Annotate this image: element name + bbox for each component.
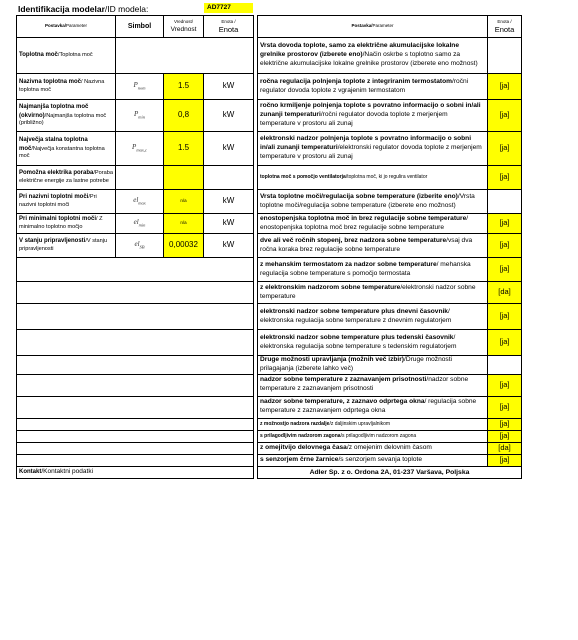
right-parameter-rest: /Način oskrbe s toplotno samo za električne akumulacijske lokalne grelnike prostorov (izberete eno možnost) (260, 51, 478, 67)
right-parameter-rest: /z omejenim delovnim časom (346, 443, 432, 451)
table-row (17, 396, 522, 418)
right-parameter-rest: /elektronski regulator dovoda toplote z merjenjem temperature v prostoru ali zunaj (260, 144, 482, 160)
product-info-table (16, 15, 522, 479)
left-parameter-bold: Najmanjša toplotna moč (okvirno) (19, 104, 89, 119)
right-parameter-bold: nadzor sobne temperature, z zaznavo odprtega okna (260, 398, 425, 406)
left-empty-cell (17, 330, 254, 356)
contact-address: Adler Sp. z o. Ordona 2A, 01-237 Varšava, Poljska (258, 466, 522, 478)
unit-cell: kW (204, 74, 254, 100)
unit-cell: kW (204, 214, 254, 234)
right-parameter-bold: toplotna moč s pomočjo ventilatorja (260, 174, 346, 181)
right-parameter-rest: /Druge možnosti prilagajanja (izberete lahko več) (260, 356, 452, 372)
right-parameter (258, 234, 488, 258)
left-parameter (17, 132, 116, 166)
right-parameter-rest: / elektronska regulacija sobne temperature z dnevnim regulatorjem (260, 307, 452, 324)
left-empty-cell (17, 282, 254, 304)
table-row (17, 282, 522, 304)
left-parameter-bold: V stanju pripravljenosti (19, 238, 86, 245)
right-parameter-bold: z elektronskim nadzorom sobne temperature (260, 283, 401, 291)
left-parameter-rest: / Z minimalno toplotno močjo (19, 216, 103, 230)
value-cell (164, 166, 204, 190)
right-parameter-bold: s senzorjem črne žarnice (260, 455, 339, 463)
right-parameter-bold: s prilagodljivim nadzorom zagona (260, 432, 341, 439)
right-parameter (258, 282, 488, 304)
ja-cell: [ja] (488, 214, 522, 234)
left-parameter (17, 166, 116, 190)
table-row (17, 330, 522, 356)
left-parameter (17, 214, 116, 234)
right-parameter (258, 418, 488, 430)
right-parameter-bold: z mehanskim termostatom za nadzor sobne temperature (260, 260, 437, 268)
left-empty-cell (17, 430, 254, 442)
ja-cell: [da] (488, 282, 522, 304)
header-enota-left (204, 16, 254, 38)
right-parameter-bold: z možnostjo nadzora razdalje (260, 420, 330, 427)
ja-cell: [ja] (488, 234, 522, 258)
ja-cell: [ja] (488, 258, 522, 282)
table-row (17, 166, 522, 190)
ja-cell (488, 190, 522, 214)
right-parameter-bold: Vrsta toplotne moči/regulacija sobne temperature (izberite eno) (260, 192, 458, 200)
symbol-cell: $P_{min}$ (116, 100, 164, 132)
left-empty-cell (17, 454, 254, 466)
right-parameter-bold: elektronski nadzor sobne temperature plus tedenski časovnik (260, 333, 454, 341)
header-enota-right-small: Enota / (497, 19, 512, 25)
header-parameter-left-bold: Postavka/ (44, 23, 66, 29)
symbol-cell: $P_{max,c}$ (116, 132, 164, 166)
table-row (17, 190, 522, 214)
header-enota-left-small: Enota / (221, 19, 236, 25)
right-parameter-bold: dve ali več ročnih stopenj, brez nadzora sobne temperature (260, 236, 447, 244)
right-parameter-bold: elektronski nadzor polnjenja toplote s povratno informacijo o sobni in/ali zunanji temperaturi (260, 135, 472, 152)
right-parameter (258, 38, 488, 74)
right-parameter (258, 356, 488, 375)
table-row (17, 258, 522, 282)
right-parameter-rest: /s senzorjem sevanja toplote (338, 455, 423, 463)
right-parameter-rest: /z daljinskim upravljalnikom (329, 420, 391, 427)
symbol-cell: $el_{max}$ (116, 190, 164, 214)
header-parameter-right (258, 16, 488, 38)
right-parameter-rest: /Vrsta toplotne moči/regulacija sobne temperature (izberete eno možnost) (260, 192, 475, 209)
unit-cell: kW (204, 132, 254, 166)
header-parameter-left (17, 16, 116, 38)
left-parameter (17, 190, 116, 214)
table-row (17, 356, 522, 375)
right-parameter (258, 374, 488, 396)
contact-label-rest: /Kontaktni podatki (41, 467, 94, 475)
right-parameter (258, 442, 488, 454)
ja-cell: [ja] (488, 396, 522, 418)
right-parameter-rest: /elektronski nadzor sobne temperature (260, 283, 476, 300)
right-parameter-bold: elektronski nadzor sobne temperature plus dnevni časovnik (260, 307, 448, 315)
symbol-cell (116, 166, 164, 190)
ja-cell: [ja] (488, 430, 522, 442)
right-parameter-rest: / regulacija sobne temperature z zaznavanjem odprtega okna (260, 398, 477, 415)
left-empty-cell (17, 304, 254, 330)
ja-cell: [ja] (488, 132, 522, 166)
model-id-value: AD7727 (204, 3, 253, 13)
right-parameter-bold: Druge možnosti upravljanja (možnih več izbir) (260, 356, 404, 363)
ja-cell: [ja] (488, 100, 522, 132)
left-empty-cell (116, 38, 254, 74)
header-enota-right (488, 16, 522, 38)
left-empty-cell (17, 442, 254, 454)
header-enota-left-main: Enota (218, 24, 239, 34)
footer-row (17, 466, 522, 478)
left-parameter-bold: Nazivna toplotna moč (19, 79, 82, 86)
left-parameter-bold: Toplotna moč (19, 52, 58, 59)
right-parameter (258, 214, 488, 234)
contact-label (17, 466, 254, 478)
table-row (17, 100, 522, 132)
header-simbol: Simbol (116, 16, 164, 38)
header-vrednost-small: Vrednost/ (173, 18, 194, 24)
symbol-cell: $el_{min}$ (116, 214, 164, 234)
table-row (17, 374, 522, 396)
left-parameter-rest: / Nazivna toplotna moč (19, 79, 105, 93)
right-parameter (258, 166, 488, 190)
ja-cell: [ja] (488, 374, 522, 396)
left-parameter-rest: /Najmanjša toplotna moč (približno) (19, 112, 107, 127)
table-row (17, 74, 522, 100)
right-parameter-rest: /toplotna moč, ki jo regulira ventilator (345, 174, 428, 181)
right-parameter (258, 396, 488, 418)
right-parameter-bold: ročna regulacija polnjenja toplote z integriranim termostatom (260, 77, 452, 85)
symbol-cell: $P_{nom}$ (116, 74, 164, 100)
right-parameter (258, 100, 488, 132)
right-parameter-rest: /ročni regulator dovoda toplote z vgrajenim termostatom (260, 77, 469, 94)
right-parameter-rest: / mehanska regulacija sobne temperature s pomočjo termostata (260, 260, 471, 277)
ja-cell: [ja] (488, 418, 522, 430)
right-parameter-rest: /s prilagodljivim nadzorom zagona (340, 432, 417, 439)
value-cell: 1.5 (164, 132, 204, 166)
value-cell: 0,00032 (164, 234, 204, 258)
contact-label-bold: Kontakt (19, 468, 42, 475)
left-empty-cell (17, 356, 254, 375)
right-parameter-rest: / enostopenjska toplotna moč brez regulacije sobne temperature (260, 214, 469, 231)
ja-cell: [ja] (488, 304, 522, 330)
left-parameter-rest: /Pri nazivni toplotni moči (19, 194, 97, 208)
unit-cell (204, 166, 254, 190)
header-vrednost-main: Vrednost (170, 26, 197, 34)
right-parameter (258, 330, 488, 356)
table-row (17, 214, 522, 234)
ja-cell: [ja] (488, 74, 522, 100)
table-row (17, 454, 522, 466)
left-parameter-rest: /Toplotna moč (57, 52, 93, 59)
ja-cell: [ja] (488, 166, 522, 190)
value-cell: n/a (164, 214, 204, 234)
header-parameter-left-alt: Parameter (66, 23, 88, 29)
ja-cell: [ja] (488, 454, 522, 466)
right-parameter-bold: z omejitvijo delovnega časa (260, 443, 347, 451)
left-parameter-rest: /Največja konstantna toplotna moč (19, 145, 105, 160)
right-parameter-bold: nadzor sobne temperature z zaznavanjem prisotnosti (260, 376, 427, 384)
left-parameter-bold: Največja stalna toplotna moč (19, 137, 88, 152)
header-vrednost (164, 16, 204, 38)
unit-cell: kW (204, 234, 254, 258)
right-parameter-rest: /vsaj dva ročna koraka brez regulacije sobne temperature (260, 236, 473, 253)
right-parameter-rest: / elektronska regulacija sobne temperature s tedenskim regulatorjem (260, 333, 457, 350)
left-parameter (17, 234, 116, 258)
right-parameter (258, 454, 488, 466)
value-cell: 0,8 (164, 100, 204, 132)
left-parameter (17, 100, 116, 132)
right-parameter (258, 304, 488, 330)
table-row (17, 234, 522, 258)
table-row (17, 132, 522, 166)
left-empty-cell (17, 418, 254, 430)
ja-cell (488, 356, 522, 375)
unit-cell: kW (204, 190, 254, 214)
unit-cell: kW (204, 100, 254, 132)
header-parameter-right-bold: Postavka/ (351, 23, 373, 29)
value-cell: 1.5 (164, 74, 204, 100)
model-id-label-bold: Identifikacija modelar (18, 4, 105, 14)
table-row (17, 304, 522, 330)
left-parameter-bold: Pri nazivni toplotni moči (19, 194, 89, 201)
ja-cell (488, 38, 522, 74)
ja-cell: [ja] (488, 330, 522, 356)
left-parameter-bold: Pomožna elektrika poraba (19, 170, 94, 177)
left-empty-cell (17, 374, 254, 396)
right-parameter (258, 190, 488, 214)
right-parameter (258, 258, 488, 282)
right-parameter-bold: enostopenjska toplotna moč in brez regulacije sobne temperature (260, 214, 467, 222)
left-parameter-bold: Pri minimalni toplotni moči (19, 216, 97, 223)
header-enota-right-main: Enota (494, 24, 515, 34)
left-empty-cell (17, 258, 254, 282)
right-parameter-bold: Vrsta dovoda toplote, samo za električne akumulacijske lokalne grelnike prostorov (izberete eno) (260, 42, 459, 59)
model-id-label (18, 4, 148, 14)
ja-cell: [da] (488, 442, 522, 454)
table-header-row (17, 16, 522, 38)
right-parameter (258, 74, 488, 100)
value-cell: n/a (164, 190, 204, 214)
table-row (17, 442, 522, 454)
right-parameter-bold: ročno krmiljenje polnjenja toplote s povratno informacijo o sobni in/ali zunanji temperaturi (260, 102, 481, 119)
table-row (17, 430, 522, 442)
right-parameter (258, 132, 488, 166)
model-id-label-rest: /ID modela: (104, 4, 149, 14)
left-empty-cell (17, 396, 254, 418)
table-row (17, 38, 522, 74)
left-parameter-rest: /V stanju pripravljenosti (19, 238, 108, 252)
left-parameter (17, 74, 116, 100)
right-parameter-rest: /nadzor sobne temperature z zaznavanjem prisotnosti (260, 376, 469, 393)
left-parameter-rest: /Poraba električne energije za lastne potrebe (19, 170, 113, 184)
left-parameter (17, 38, 116, 74)
symbol-cell: $el_{SB}$ (116, 234, 164, 258)
table-row (17, 418, 522, 430)
right-parameter-rest: /ročni regulator dovoda toplote z merjenjem temperature v prostoru ali zunaj (260, 111, 448, 127)
header-parameter-right-alt: Parameter (372, 23, 394, 29)
right-parameter (258, 430, 488, 442)
